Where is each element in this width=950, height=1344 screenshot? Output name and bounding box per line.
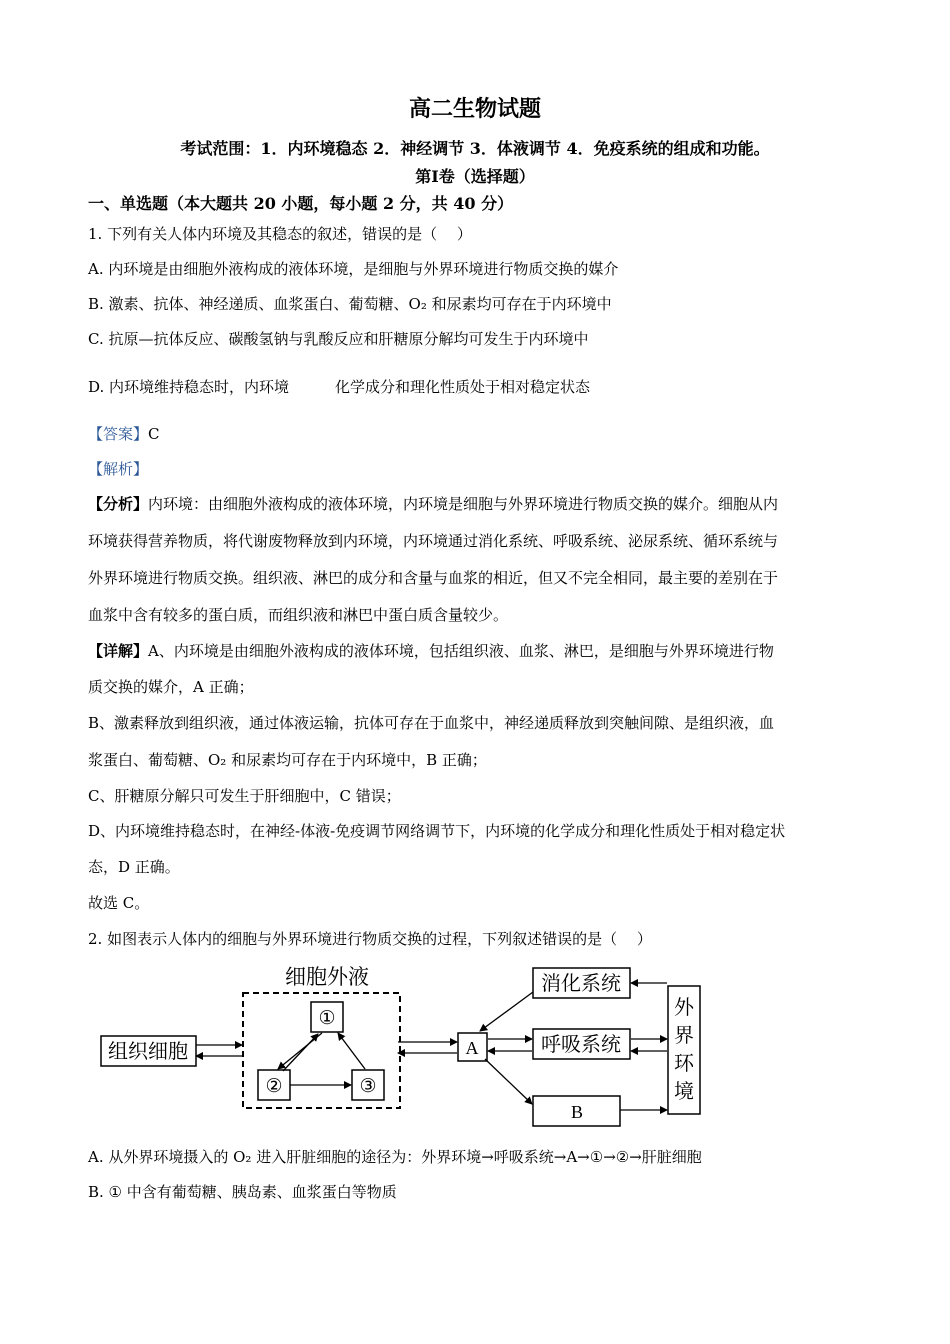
fenxi-line-4: 血浆中含有较多的蛋白质，而组织液和淋巴中蛋白质含量较少。: [88, 606, 509, 624]
q1-option-b: B. 激素、抗体、神经递质、血浆蛋白、葡萄糖、O₂ 和尿素均可存在于内环境中: [88, 295, 612, 313]
node-3-label: ③: [359, 1076, 377, 1097]
digestive-label: 消化系统: [541, 973, 621, 995]
answer-value: C: [148, 425, 160, 443]
q1-option-d-part1: D. 内环境维持稳态时，内环境: [88, 378, 290, 396]
q2-option-b: B. ① 中含有葡萄糖、胰岛素、血浆蛋白等物质: [88, 1183, 397, 1201]
arrow-a-to-b: [485, 1059, 532, 1104]
exam-scope: 考试范围：1．内环境稳态 2．神经调节 3．体液调节 4．免疫系统的组成和功能。: [180, 139, 770, 158]
outside-char-4: 境: [674, 1081, 694, 1103]
xiangjie-label: 【详解】: [88, 642, 149, 660]
q1-option-d: [88, 377, 590, 397]
arrow-1-to-2: [278, 1033, 322, 1069]
fenxi-label: 【分析】: [88, 495, 149, 513]
q1-stem: 1. 下列有关人体内环境及其稳态的叙述，错误的是（ ）: [88, 225, 472, 243]
outside-char-2: 界: [674, 1025, 694, 1047]
analysis-label: 【解析】: [88, 460, 149, 478]
q2-option-a: A. 从外界环境摄入的 O₂ 进入肝脏细胞的途径为：外界环境→呼吸系统→A→①→②→肝脏细胞: [88, 1148, 702, 1166]
section-heading: 一、单选题（本大题共 20 小题，每小题 2 分，共 40 分）: [88, 194, 514, 213]
q1-answer: [88, 424, 160, 444]
fenxi-line-3: 外界环境进行物质交换。组织液、淋巴的成分和含量与血浆的相近，但又不完全相同，最主要的差别在于: [88, 569, 779, 587]
q1-option-d-part2: 化学成分和理化性质处于相对稳定状态: [335, 378, 591, 396]
arrow-2-to-1: [283, 1034, 318, 1071]
answer-label: 【答案】: [88, 425, 149, 443]
node-a-label: A: [465, 1038, 479, 1058]
xiangjie-line-4: 浆蛋白、葡萄糖、O₂ 和尿素均可存在于内环境中，B 正确；: [88, 751, 487, 769]
xiangjie-line-8: 故选 C。: [88, 894, 150, 912]
q1-option-c: C. 抗原—抗体反应、碳酸氢钠与乳酸反应和肝糖原分解均可发生于内环境中: [88, 330, 589, 348]
fenxi-line-1: [88, 494, 778, 514]
arrow-digestive-to-a: [480, 992, 533, 1031]
fenxi-text-1: 内环境：由细胞外液构成的液体环境，内环境是细胞与外界环境进行物质交换的媒介。细胞从内: [148, 495, 779, 513]
xiangjie-line-6: D、内环境维持稳态时，在神经-体液-免疫调节网络调节下，内环境的化学成分和理化性质处于相对稳定状: [88, 822, 786, 840]
q1-option-a: A. 内环境是由细胞外液构成的液体环境，是细胞与外界环境进行物质交换的媒介: [88, 260, 619, 278]
node-2-label: ②: [265, 1076, 283, 1097]
q2-stem: 2. 如图表示人体内的细胞与外界环境进行物质交换的过程，下列叙述错误的是（ ）: [88, 930, 652, 948]
xiangjie-line-3: B、激素释放到组织液，通过体液运输，抗体可存在于血浆中，神经递质释放到突触间隙、是组织液，血: [88, 714, 775, 732]
xiangjie-text-1: A、内环境是由细胞外液构成的液体环境，包括组织液、血浆、淋巴，是细胞与外界环境进行物: [148, 642, 774, 660]
outside-char-1: 外: [674, 997, 694, 1019]
page-title: 高二生物试题: [408, 96, 541, 122]
outside-char-3: 环: [674, 1053, 694, 1075]
respiratory-label: 呼吸系统: [541, 1034, 621, 1056]
exchange-diagram: [92, 962, 712, 1132]
xiangjie-line-2: 质交换的媒介，A 正确；: [88, 678, 254, 696]
volume-title: 第Ⅰ卷（选择题）: [415, 167, 535, 186]
node-1-label: ①: [318, 1008, 336, 1029]
node-b-label: B: [570, 1102, 584, 1122]
ecf-label: 细胞外液: [285, 965, 369, 989]
fenxi-line-2: 环境获得营养物质，将代谢废物释放到内环境，内环境通过消化系统、呼吸系统、泌尿系统、循环系统与: [88, 532, 779, 550]
tissue-cell-label: 组织细胞: [108, 1041, 188, 1063]
xiangjie-line-1: [88, 641, 774, 661]
xiangjie-line-5: C、肝糖原分解只可发生于肝细胞中，C 错误；: [88, 787, 401, 805]
xiangjie-line-7: 态，D 正确。: [88, 858, 180, 876]
arrow-3-to-1: [338, 1033, 365, 1069]
